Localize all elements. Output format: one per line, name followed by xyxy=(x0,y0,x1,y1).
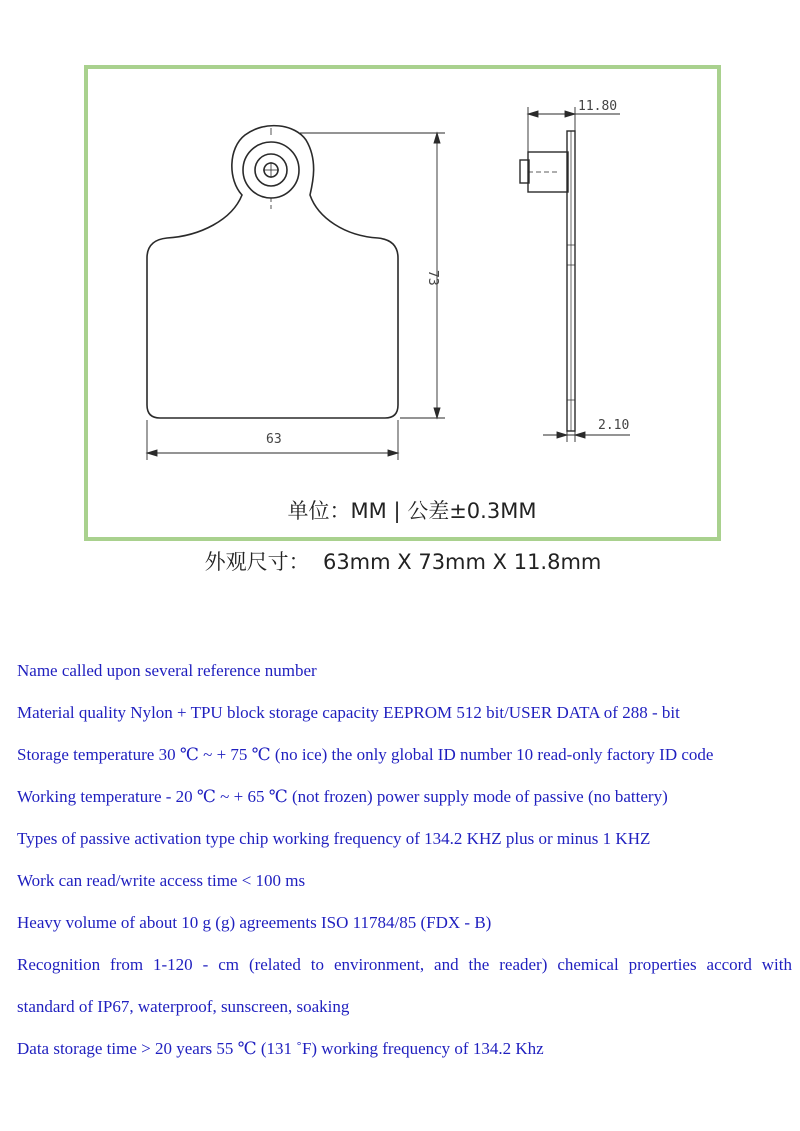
spec-line: Material quality Nylon + TPU block storage capacity EEPROM 512 bit/USER DATA of 288 - bit xyxy=(17,703,680,722)
height-dimension xyxy=(300,133,445,418)
unit-tolerance-caption: 单位：MM | 公差±0.3MM xyxy=(287,499,537,523)
overall-size-caption: 外观尺寸： 63mm X 73mm X 11.8mm xyxy=(204,550,602,574)
width-dimension-label: 63 xyxy=(266,432,282,447)
spec-line: Work can read/write access time < 100 ms xyxy=(17,871,306,890)
spec-line: Working temperature - 20 ℃ ~ + 65 ℃ (not frozen) power supply mode of passive (no battery) xyxy=(17,787,668,806)
spec-line: Recognition from 1-120 - cm (related to environment, and the reader) chemical properties accord with xyxy=(17,955,792,974)
spec-line: standard of IP67, waterproof, sunscreen, soaking xyxy=(17,997,350,1016)
plate-thickness-dimension-label: 2.10 xyxy=(598,418,630,433)
spec-line: Storage temperature 30 ℃ ~ + 75 ℃ (no ice) the only global ID number 10 read-only factory ID code xyxy=(17,745,714,764)
spec-line: Types of passive activation type chip working frequency of 134.2 KHZ plus or minus 1 KHZ xyxy=(17,829,651,848)
height-dimension-label: 73 xyxy=(425,270,440,286)
spec-line: Name called upon several reference number xyxy=(17,661,317,680)
drawing-frame xyxy=(86,67,719,539)
spec-list xyxy=(17,650,792,1070)
spec-line: Heavy volume of about 10 g (g) agreements ISO 11784/85 (FDX - B) xyxy=(17,913,492,932)
spec-line: Data storage time > 20 years 55 ℃ (131 ˚F) working frequency of 134.2 Khz xyxy=(17,1039,544,1058)
tag-front-view xyxy=(147,126,398,418)
thickness-dimension-label: 11.80 xyxy=(578,99,618,114)
tag-side-view xyxy=(520,131,575,431)
